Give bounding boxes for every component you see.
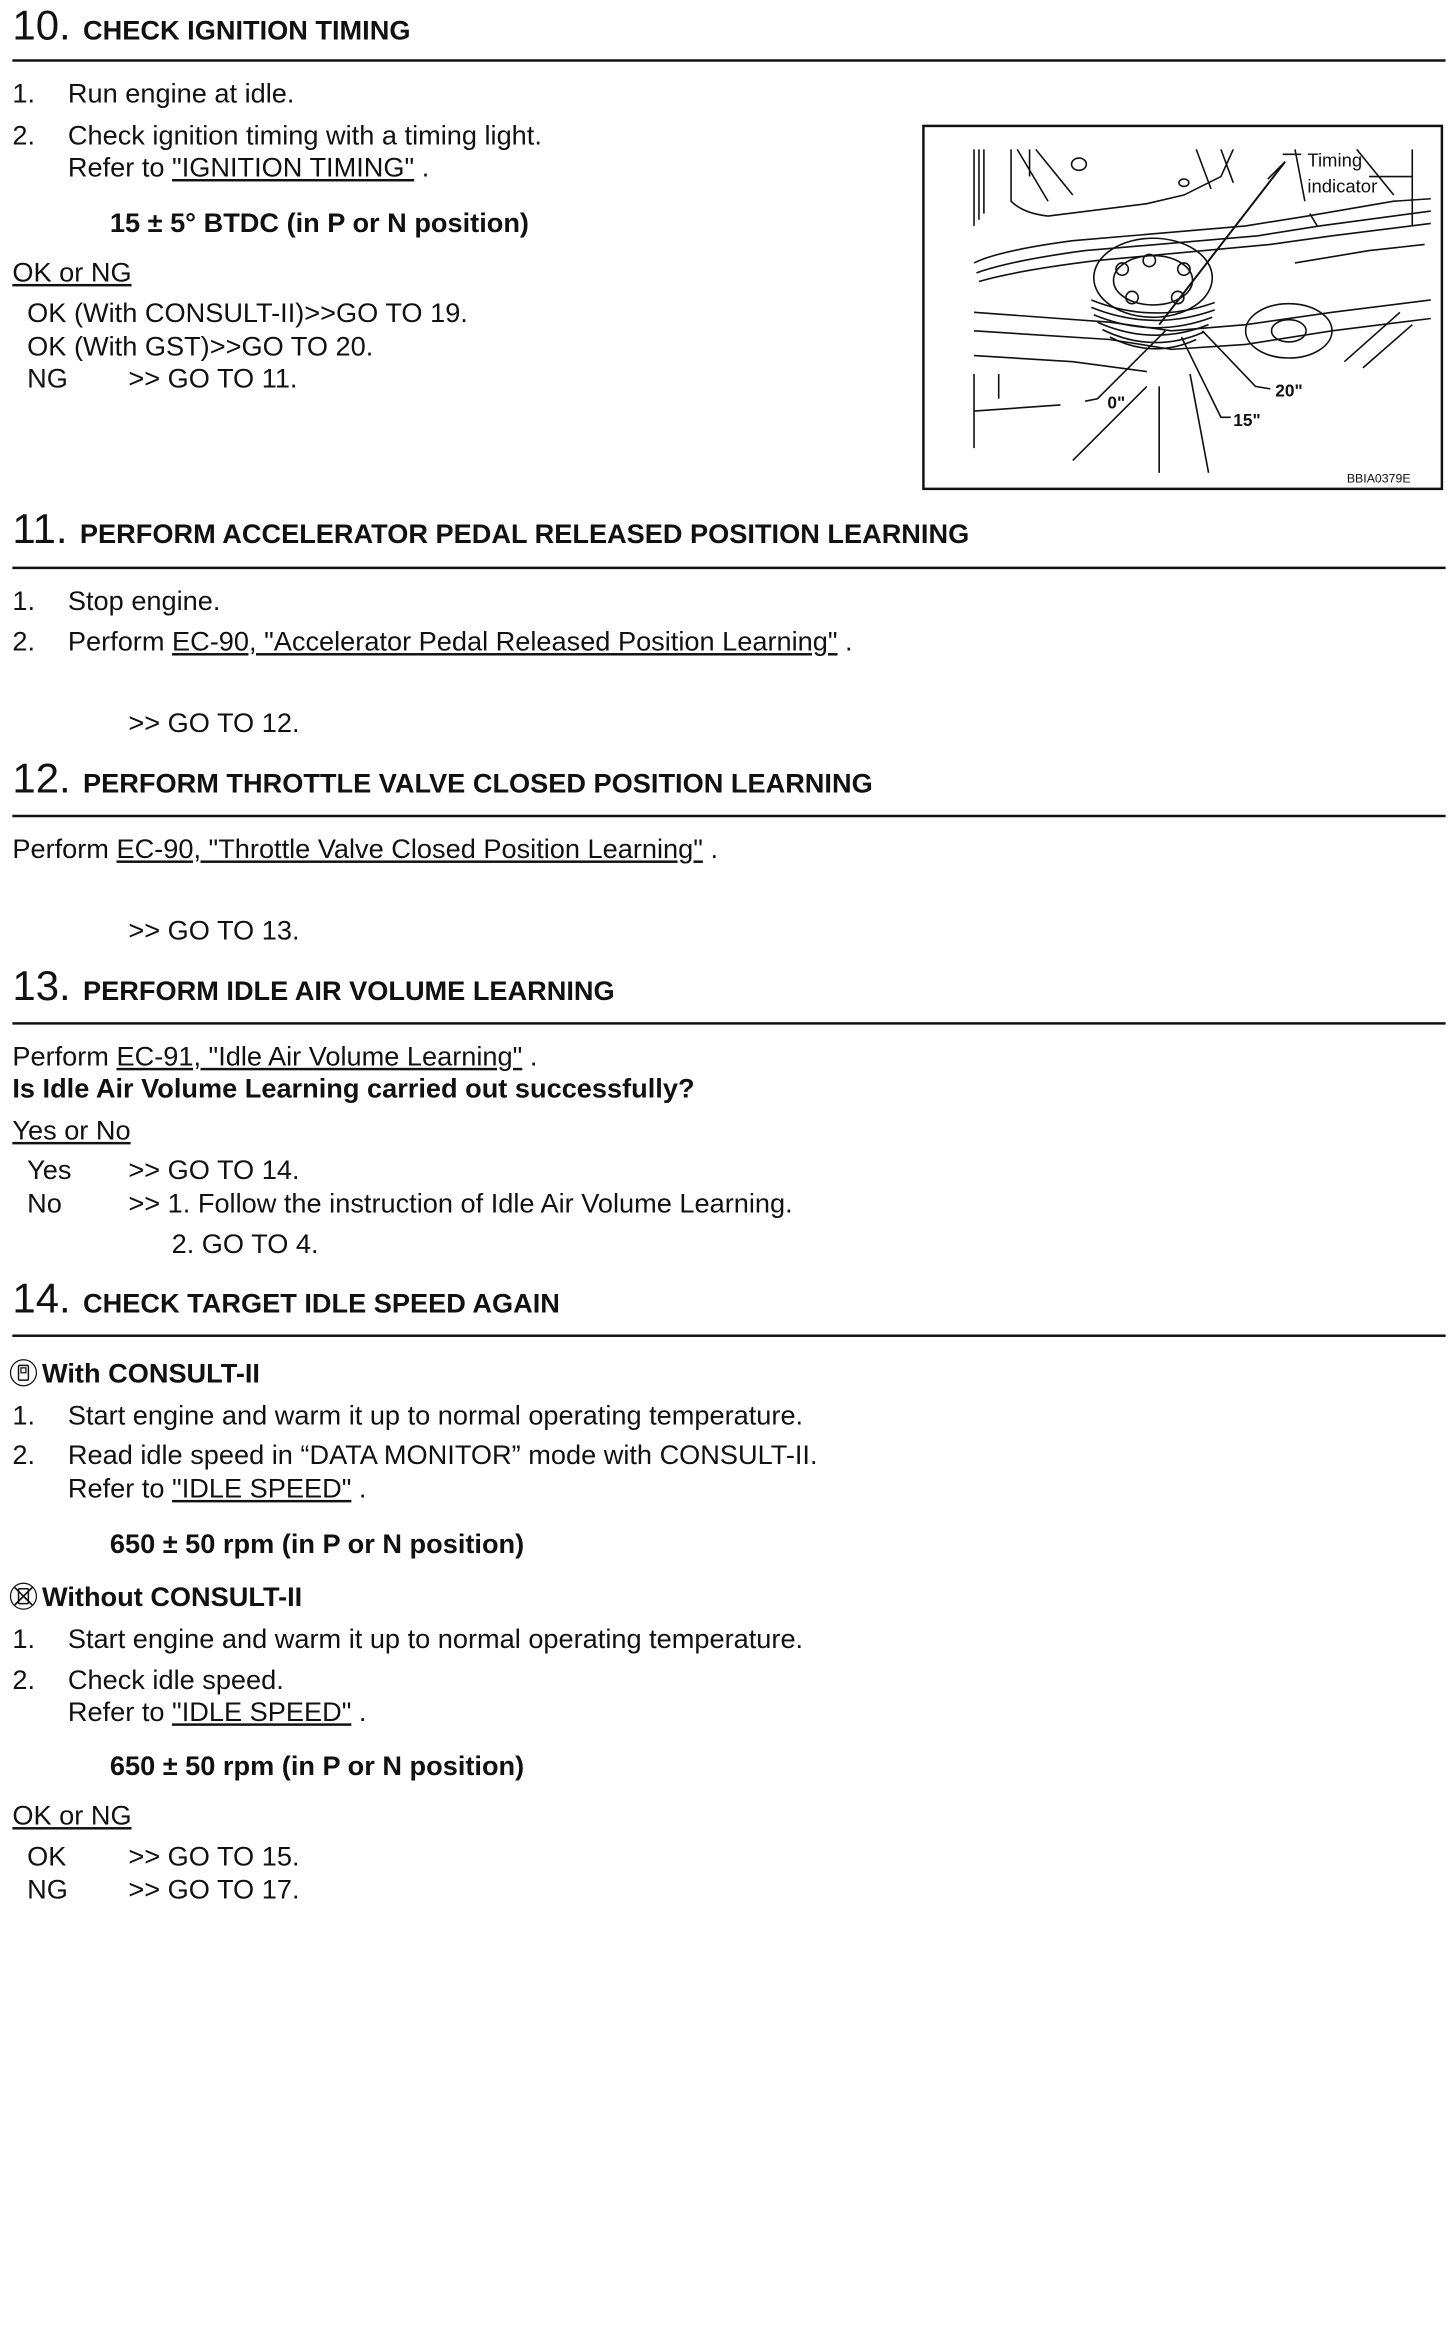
list-item: Stop engine. <box>67 585 221 617</box>
list-number: 1. <box>12 1623 36 1655</box>
step-title: CHECK TARGET IDLE SPEED AGAIN <box>83 1287 560 1319</box>
throttle-learning-link[interactable]: EC-90, "Throttle Valve Closed Position Learning" <box>116 833 703 865</box>
divider <box>12 1022 1445 1024</box>
divider <box>12 567 1445 569</box>
mark-15-label: 15" <box>1233 409 1261 430</box>
figure-code: BBIA0379E <box>1346 471 1411 486</box>
step-number: 12 <box>12 755 60 803</box>
list-item: Check ignition timing with a timing light. <box>67 119 542 151</box>
result-line: OK (With GST)>>GO TO 20. <box>27 330 374 362</box>
step-11-heading: 11. PERFORM ACCELERATOR PEDAL RELEASED POSITION LEARNING <box>12 506 970 554</box>
list-item: Run engine at idle. <box>67 77 295 109</box>
idle-air-learning-link[interactable]: EC-91, "Idle Air Volume Learning" <box>116 1040 523 1072</box>
step-number: 11 <box>12 506 56 554</box>
step-title: CHECK IGNITION TIMING <box>83 14 411 46</box>
step-number: 13 <box>12 962 60 1010</box>
result-value: >> GO TO 17. <box>128 1873 300 1905</box>
accelerator-learning-link[interactable]: EC-90, "Accelerator Pedal Released Position Learning" <box>172 625 838 657</box>
result-key: OK <box>27 1840 67 1872</box>
result-line: OK (With CONSULT-II)>>GO TO 19. <box>27 297 468 329</box>
list-number: 2. <box>12 625 36 657</box>
judgement-label: OK or NG <box>12 1799 132 1831</box>
step-number: 10 <box>12 2 60 50</box>
list-item: Perform EC-90, "Accelerator Pedal Released Position Learning" . <box>67 625 853 657</box>
step-title: PERFORM ACCELERATOR PEDAL RELEASED POSITION LEARNING <box>79 518 970 550</box>
result-key: NG <box>27 362 68 394</box>
step-13-heading: 13. PERFORM IDLE AIR VOLUME LEARNING <box>12 962 615 1010</box>
engine-pulley-drawing <box>925 127 1441 487</box>
figure-label: Timing <box>1307 149 1363 171</box>
result-value: >> GO TO 15. <box>128 1840 300 1872</box>
result-key: NG <box>27 1873 68 1905</box>
step-10-heading: 10. CHECK IGNITION TIMING <box>12 2 411 50</box>
list-number: 2. <box>12 1439 36 1471</box>
list-item: Read idle speed in “DATA MONITOR” mode with CONSULT-II. <box>67 1439 818 1471</box>
spec-value: 650 ± 50 rpm (in P or N position) <box>109 1528 525 1560</box>
result-value: >> GO TO 11. <box>128 362 298 394</box>
instruction-line: Perform EC-90, "Throttle Valve Closed Position Learning" . <box>12 833 718 865</box>
list-item: Check idle speed. <box>67 1664 284 1695</box>
judgement-label: OK or NG <box>12 256 132 288</box>
result-key: No <box>27 1187 62 1219</box>
list-number: 1. <box>12 585 36 617</box>
step-12-heading: 12. PERFORM THROTTLE VALVE CLOSED POSITION LEARNING <box>12 755 873 803</box>
mark-20-label: 20" <box>1275 380 1303 401</box>
divider <box>12 815 1445 817</box>
result-value: 2. GO TO 4. <box>171 1228 319 1260</box>
figure-label: indicator <box>1307 175 1378 197</box>
reference-line: Refer to "IDLE SPEED" . <box>67 1472 367 1504</box>
spec-value: 15 ± 5° BTDC (in P or N position) <box>109 207 529 239</box>
ignition-timing-link[interactable]: "IGNITION TIMING" <box>172 151 415 183</box>
judgement-label: Yes or No <box>12 1114 131 1146</box>
step-14-heading: 14. CHECK TARGET IDLE SPEED AGAIN <box>12 1275 560 1323</box>
reference-line: Refer to "IGNITION TIMING" . <box>67 151 430 183</box>
with-consult-heading: With CONSULT-II <box>10 1358 260 1390</box>
goto-line: >> GO TO 12. <box>128 707 300 739</box>
instruction-line: Perform EC-91, "Idle Air Volume Learning" . <box>12 1040 538 1072</box>
result-value: >> 1. Follow the instruction of Idle Air Volume Learning. <box>128 1187 793 1219</box>
idle-speed-link[interactable]: "IDLE SPEED" <box>172 1696 352 1728</box>
mark-0-label: 0" <box>1107 392 1126 413</box>
without-consult-heading: Without CONSULT-II <box>10 1581 302 1613</box>
consult-icon <box>10 1359 37 1386</box>
reference-line: Refer to "IDLE SPEED" . <box>67 1696 367 1728</box>
divider <box>12 1334 1445 1336</box>
timing-illustration <box>922 125 1443 490</box>
list-number: 1. <box>12 77 36 109</box>
goto-line: >> GO TO 13. <box>128 914 300 946</box>
result-key: Yes <box>27 1154 72 1186</box>
step-title: PERFORM THROTTLE VALVE CLOSED POSITION LEARNING <box>83 767 873 799</box>
step-title: PERFORM IDLE AIR VOLUME LEARNING <box>83 975 615 1007</box>
list-number: 2. <box>12 1664 36 1695</box>
no-consult-icon <box>10 1583 37 1610</box>
list-number: 1. <box>12 1399 36 1431</box>
question: Is Idle Air Volume Learning carried out successfully? <box>12 1072 695 1104</box>
divider <box>12 59 1445 61</box>
result-value: >> GO TO 14. <box>128 1154 300 1186</box>
list-item: Start engine and warm it up to normal operating temperature. <box>67 1399 804 1431</box>
list-number: 2. <box>12 119 36 151</box>
spec-value: 650 ± 50 rpm (in P or N position) <box>109 1750 525 1782</box>
idle-speed-link[interactable]: "IDLE SPEED" <box>172 1472 352 1504</box>
list-item: Start engine and warm it up to normal operating temperature. <box>67 1623 804 1655</box>
step-number: 14 <box>12 1275 60 1323</box>
